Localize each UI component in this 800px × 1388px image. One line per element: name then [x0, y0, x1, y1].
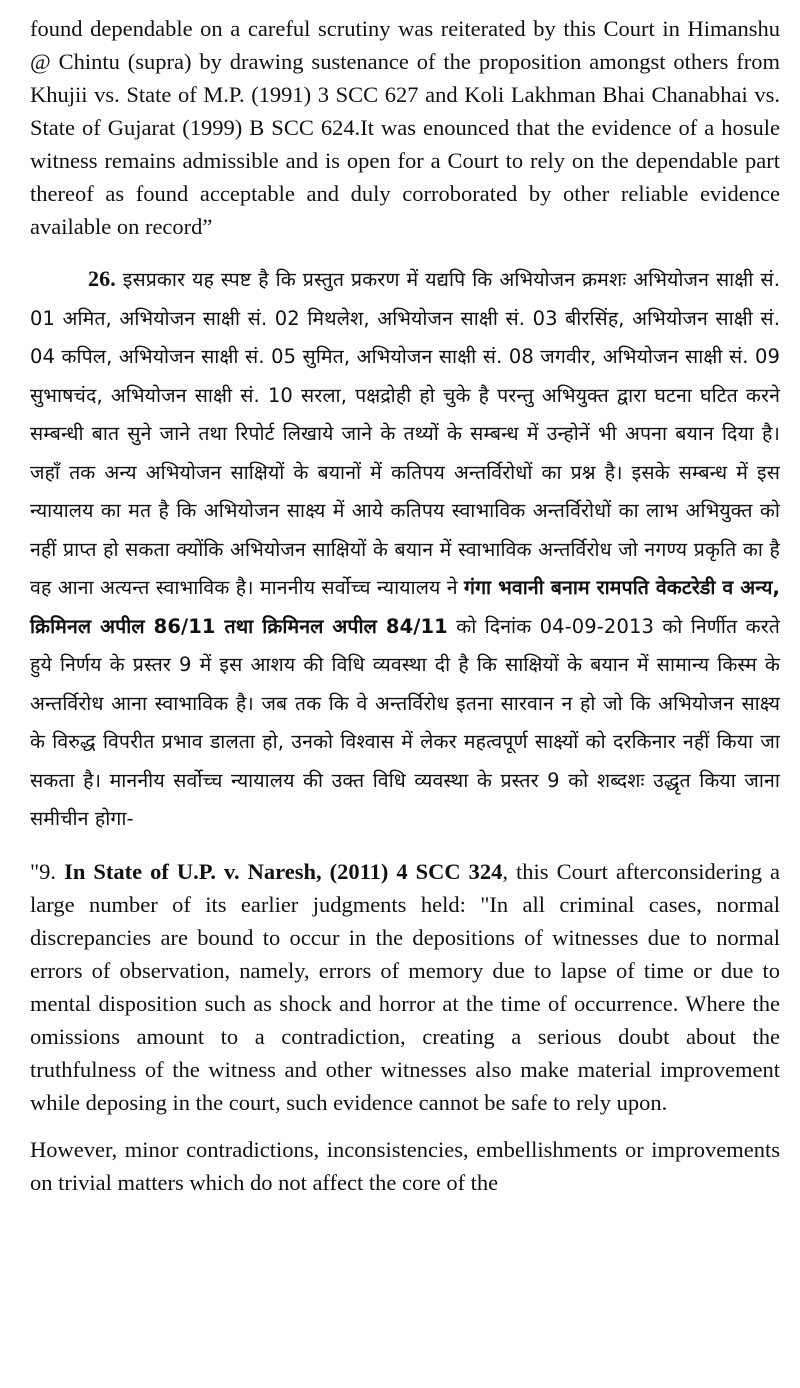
paragraph-however: However, minor contradictions, inconsistencies, embellishments or improvements on trivial matters which do not affect the core of the — [30, 1136, 780, 1195]
case-citation-bold: गंगा भवानी बनाम रामपति वेकटरेडी व अन्य, क्रिमिनल अपील 86/11 तथा क्रिमिनल अपील 84/11 — [30, 576, 780, 638]
quoted-paragraph-9 — [30, 855, 780, 1119]
paragraph-number: 26. — [88, 266, 116, 291]
document-page — [30, 12, 780, 1199]
case-citation-naresh: In State of U.P. v. Naresh, (2011) 4 SCC 324 — [64, 858, 503, 884]
paragraph-26 — [30, 260, 780, 839]
paragraph-26-text-2: को दिनांक 04-09-2013 को निर्णीत करते हुये निर्णय के प्रस्तर 9 में इस आशय की विधि व्यवस्था दी है कि साक्षियों के बयान में सामान्य किस्म के अन्तर्विरोध आना स्वाभाविक है। जब तक कि वे अन्तर्विरोध इतना सारवान न हो जो कि अभियोजन साक्ष्य के विरुद्ध विपरीत प्रभाव डालता हो, उनको विश्वास में लेकर महत्वपूर्ण साक्ष्यों को दरकिनार नहीं किया जा सकता है। माननीय सर्वोच्च न्यायालय की उक्त विधि व्यवस्था के प्रस्तर 9 को शब्दशः उद्धृत किया जाना समीचीन होगा- — [30, 614, 780, 830]
paragraph-26-text-1: इसप्रकार यह स्पष्ट है कि प्रस्तुत प्रकरण में यद्यपि कि अभियोजन क्रमशः अभियोजन साक्षी सं. 01 अमित, अभियोजन साक्षी सं. 02 मिथलेश, अभियोजन साक्षी सं. 03 बीरसिंह, अभियोजन साक्षी सं. 04 कपिल, अभियोजन साक्षी सं. 05 सुमित, अभियोजन साक्षी सं. 08 जगवीर, अभियोजन साक्षी सं. 09 सुभाषचंद, अभियोजन साक्षी सं. 10 सरला, पक्षद्रोही हो चुके है परन्तु अभियुक्त द्वारा घटना घटित करने सम्बन्धी बात सुने जाने तथा रिपोर्ट लिखाये जाने के तथ्यों के सम्बन्ध में उन्होनें भी अपना बयान दिया है। जहाँ तक अन्य अभियोजन साक्षियों के बयानों में कतिपय अन्तर्विरोधों का प्रश्न है। इसके सम्बन्ध में इस न्यायालय का मत है कि अभियोजन साक्ष्य में आये कतिपय स्वाभाविक अन्तर्विरोधों का लाभ अभियुक्त को नहीं प्राप्त हो सकता क्योंकि अभियोजन साक्षियों के बयान में स्वाभाविक अन्तर्विरोध जो नगण्य प्रकृति का है वह आना अत्यन्त स्वाभाविक है। माननीय सर्वोच्च न्यायालय ने — [30, 268, 780, 599]
paragraph-quoted-continuation: found dependable on a careful scrutiny was reiterated by this Court in Himanshu @ Chintu (supra) by drawing sustenance of the proposition amongst others from Khujii vs. State of M.P. (1991) 3 SCC 627 and Koli Lakhman Bhai Chanabhai vs. State of Gujarat (1999) B SCC 624.It was enounced that the evidence of a hosule witness remains admissible and is open for a Court to rely on the dependable part thereof as found acceptable and duly corroborated by other reliable evidence available on record” — [30, 16, 780, 239]
quote-prefix: "9. — [30, 858, 65, 884]
quote-9-text: , this Court afterconsidering a large number of its earlier judgments held: "In all criminal cases, normal discrepancies are bound to occur in the depositions of witnesses due to normal errors of observation, namely, errors of memory due to lapse of time or due to mental disposition such as shock and horror at the time of occurrence. Where the omissions amount to a contradiction, creating a serious doubt about the truthfulness of the witness and other witnesses also make material improvement while deposing in the court, such evidence cannot be safe to rely upon. — [30, 858, 781, 1115]
